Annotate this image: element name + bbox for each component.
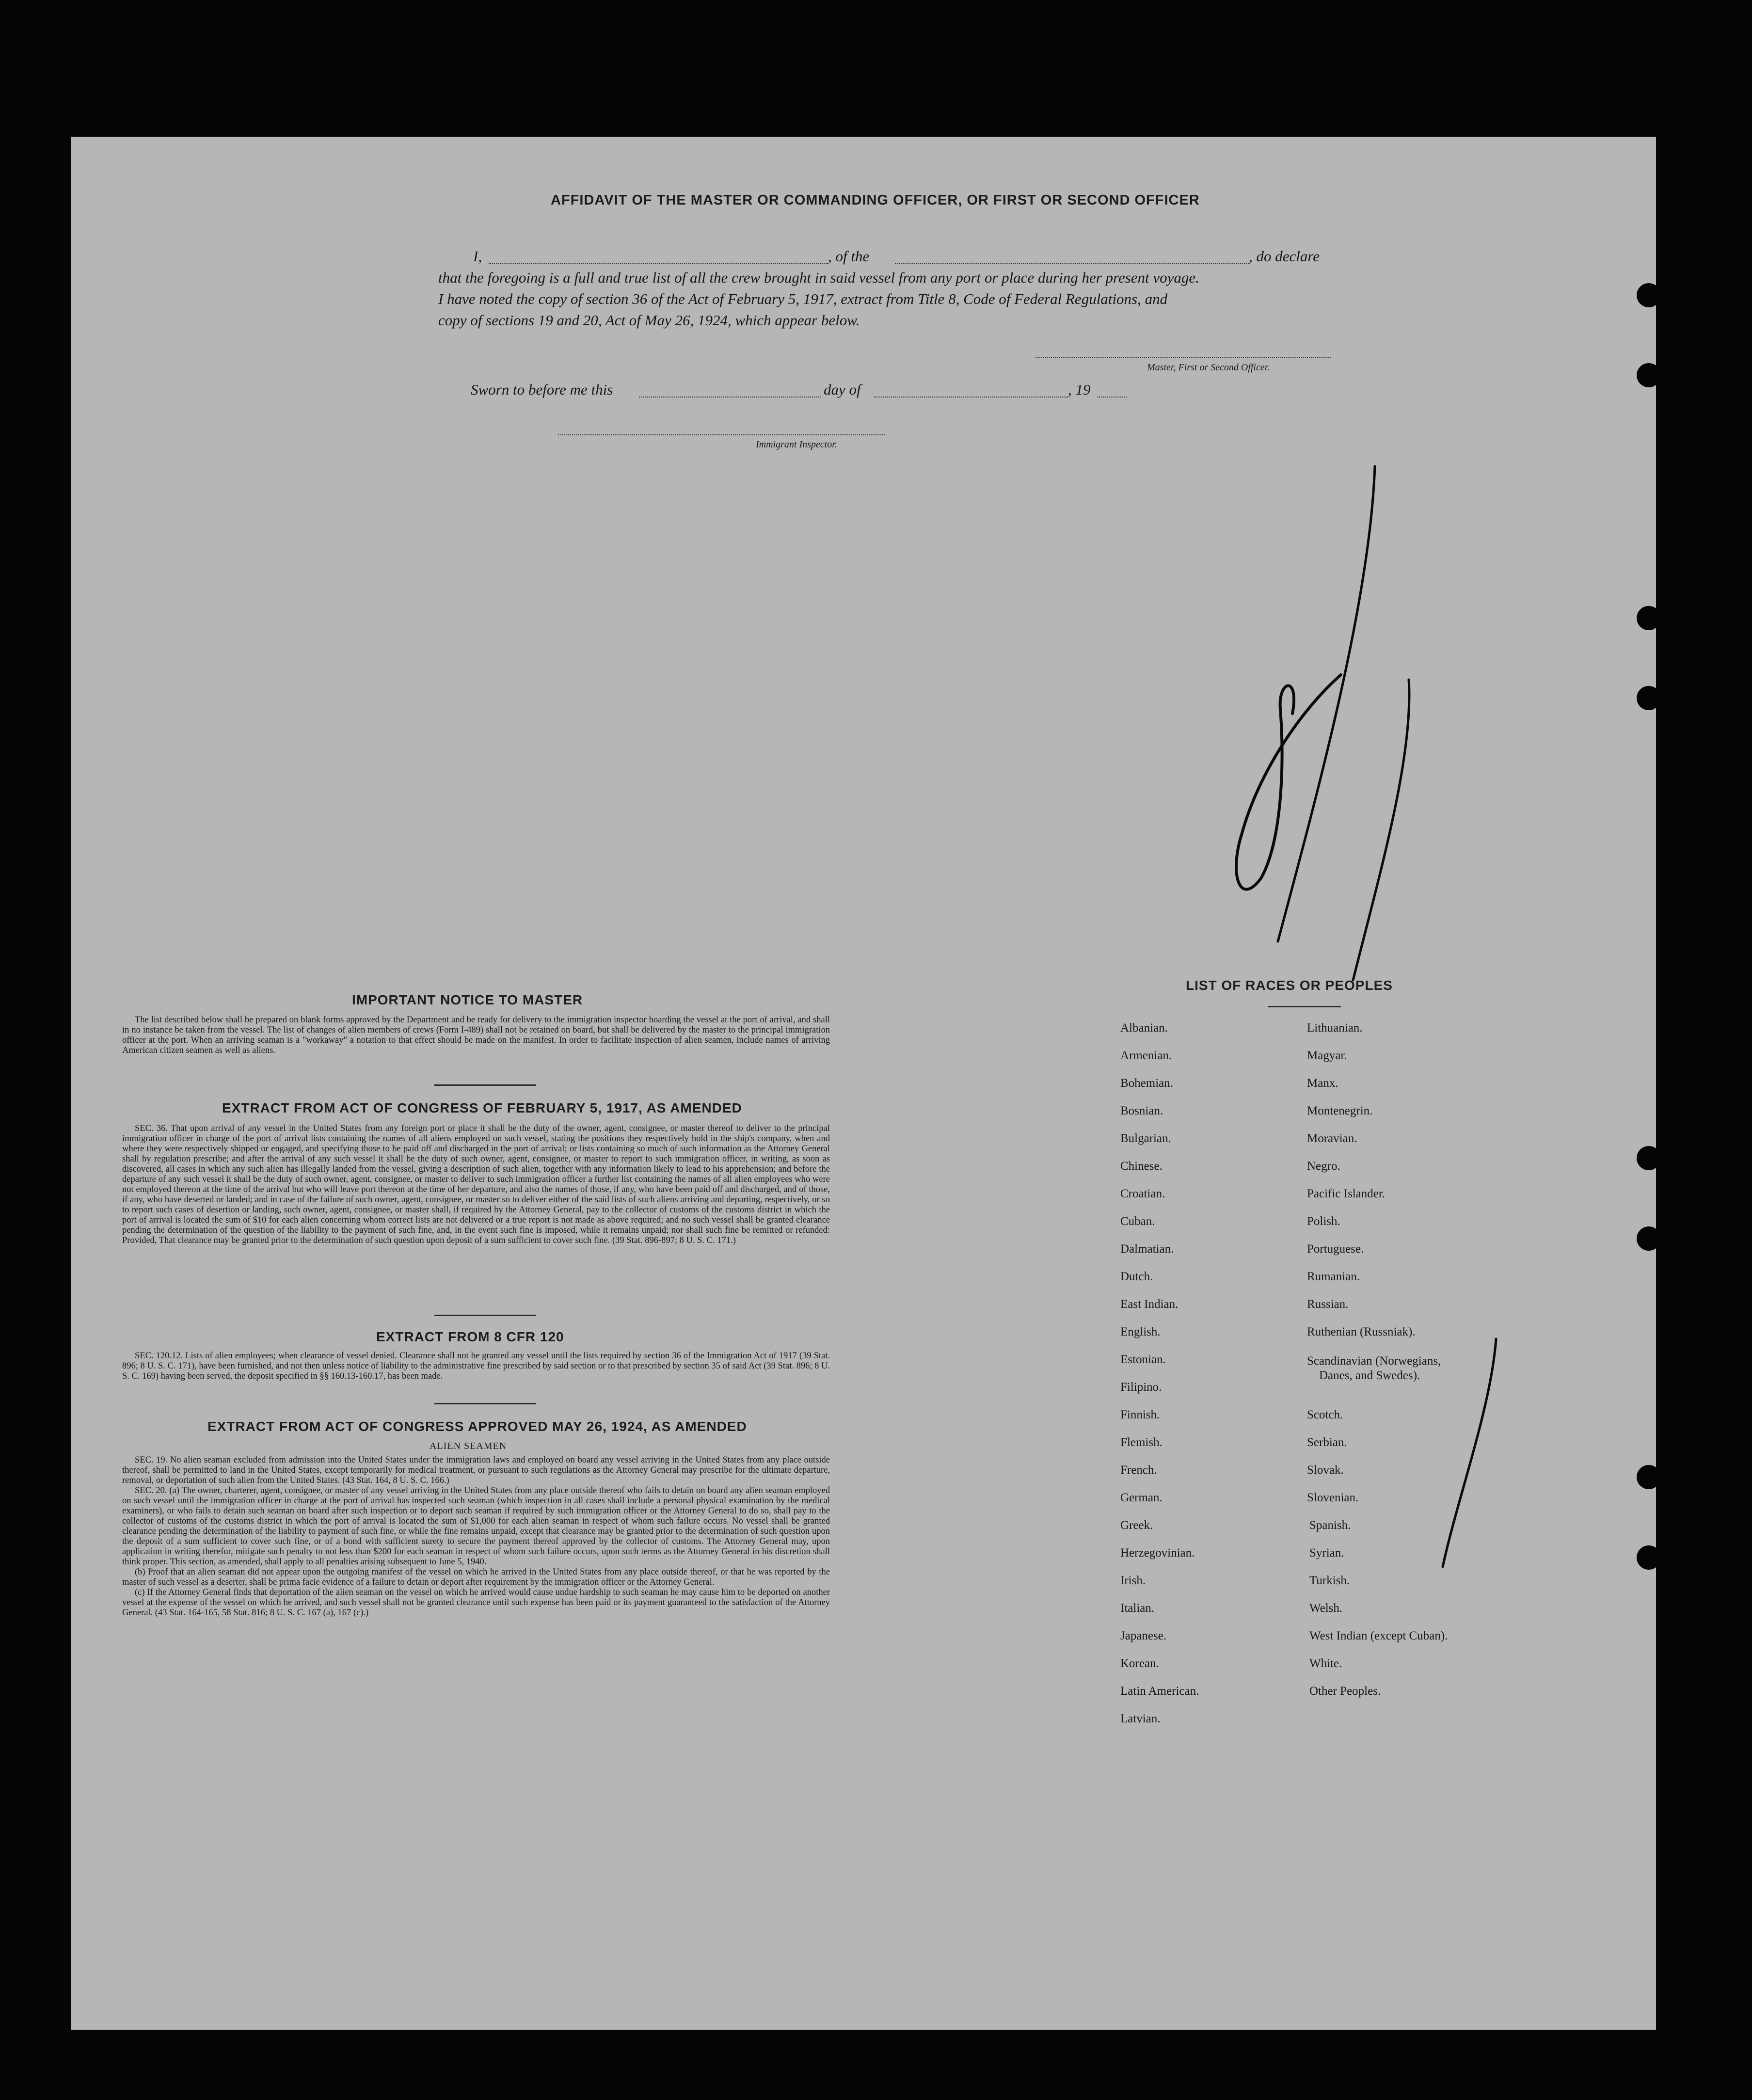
race-item: Pacific Islander.: [1307, 1187, 1386, 1200]
race-item: Filipino.: [1120, 1381, 1162, 1394]
sec20b-text: (b) Proof that an alien seaman did not appear upon the outgoing manifest of the vessel on which he arrived in the United States from any place outside thereof, or that he was reported by the master of such vessel as a deserter, shall be prima facie evidence of a failure to detain or deport after requirement by the immigration officer or the Attorney General.: [122, 1567, 830, 1587]
race-item: Bulgarian.: [1120, 1132, 1171, 1145]
race-item: Finnish.: [1120, 1408, 1160, 1421]
race-item: Albanian.: [1120, 1021, 1168, 1034]
race-item: White.: [1309, 1657, 1342, 1670]
extract-1917-title: EXTRACT FROM ACT OF CONGRESS OF FEBRUARY 5, 1917, AS AMENDED: [222, 1100, 742, 1115]
race-item: Danes, and Swedes).: [1319, 1369, 1420, 1382]
race-item: East Indian.: [1120, 1298, 1179, 1311]
race-item: French.: [1120, 1464, 1157, 1477]
race-item: Croatian.: [1120, 1187, 1165, 1200]
punch-hole: [1637, 606, 1656, 630]
race-item: Japanese.: [1120, 1629, 1167, 1642]
extract-cfr-title: EXTRACT FROM 8 CFR 120: [376, 1329, 564, 1344]
race-item: Polish.: [1307, 1215, 1340, 1228]
race-item: Welsh.: [1309, 1602, 1343, 1615]
affidavit-line3: I have noted the copy of section 36 of the Act of February 5, 1917, extract from Title 8, Code of Federal Regulations, and: [438, 290, 1168, 307]
affidavit-line2: that the foregoing is a full and true list of all the crew brought in said vessel from any port or place during her present voyage.: [438, 269, 1199, 286]
punch-hole: [1637, 283, 1656, 307]
race-item: Greek.: [1120, 1519, 1153, 1532]
divider: [434, 1084, 536, 1086]
punch-hole: [1637, 686, 1656, 710]
punch-hole: [1637, 1465, 1656, 1489]
punch-hole: [1637, 1226, 1656, 1251]
document-page: [71, 137, 1656, 2030]
affidavit-of-the: , of the: [828, 248, 870, 265]
extract-1924-title: EXTRACT FROM ACT OF CONGRESS APPROVED MAY 26, 1924, AS AMENDED: [207, 1419, 747, 1434]
handwritten-one: [1353, 680, 1409, 980]
race-item: Chinese.: [1120, 1160, 1163, 1173]
race-item: Rumanian.: [1307, 1270, 1360, 1283]
day-of-text: day of: [824, 381, 861, 398]
race-item: Negro.: [1307, 1160, 1340, 1173]
race-item: Manx.: [1307, 1077, 1338, 1090]
notice-title: IMPORTANT NOTICE TO MASTER: [352, 992, 583, 1007]
affidavit-i: I,: [473, 248, 482, 265]
race-item: Bosnian.: [1120, 1104, 1163, 1117]
year-text: , 19: [1068, 381, 1091, 398]
race-item: Herzegovinian.: [1120, 1546, 1195, 1559]
master-signature-line[interactable]: [1035, 357, 1331, 358]
race-item: Estonian.: [1120, 1353, 1166, 1366]
handwritten-eight: [1236, 675, 1341, 890]
affidavit-line1: [71, 246, 1656, 267]
affidavit-title: AFFIDAVIT OF THE MASTER OR COMMANDING OFFICER, OR FIRST OR SECOND OFFICER: [551, 192, 1200, 208]
race-item: Korean.: [1120, 1657, 1159, 1670]
race-item: Ruthenian (Russniak).: [1307, 1325, 1416, 1338]
race-item: West Indian (except Cuban).: [1309, 1629, 1448, 1642]
race-item: Russian.: [1307, 1298, 1349, 1311]
race-item: Lithuanian.: [1307, 1021, 1363, 1034]
handwritten-number: [1195, 457, 1438, 990]
races-title: LIST OF RACES OR PEOPLES: [1186, 978, 1393, 993]
race-item: Syrian.: [1309, 1546, 1344, 1559]
race-item: Turkish.: [1309, 1574, 1350, 1587]
inspector-label: Immigrant Inspector.: [756, 439, 837, 450]
race-item: Latin American.: [1120, 1685, 1199, 1698]
race-item: Montenegrin.: [1307, 1104, 1373, 1117]
race-item: Slovenian.: [1307, 1491, 1359, 1504]
race-item: Irish.: [1120, 1574, 1146, 1587]
alien-seamen-subtitle: ALIEN SEAMEN: [430, 1441, 507, 1451]
race-item: English.: [1120, 1325, 1161, 1338]
punch-hole: [1637, 1146, 1656, 1170]
race-item: Dutch.: [1120, 1270, 1153, 1283]
race-item: Cuban.: [1120, 1215, 1155, 1228]
punch-hole: [1637, 1545, 1656, 1570]
divider: [434, 1403, 536, 1404]
divider: [434, 1315, 536, 1316]
affidavit-do-declare: , do declare: [1249, 248, 1320, 265]
race-item: Scandinavian (Norwegians,: [1307, 1354, 1441, 1368]
race-item: Armenian.: [1120, 1049, 1172, 1062]
divider: [1268, 1006, 1341, 1007]
race-item: Slovak.: [1307, 1464, 1344, 1477]
sworn-month-blank[interactable]: [874, 397, 1068, 398]
name-blank[interactable]: [489, 263, 828, 264]
extract-1917-text: SEC. 36. That upon arrival of any vessel in the United States from any foreign port or place it shall be the duty of the owner, agent, consignee, or master thereof to deliver to the principal immigration officer in charge of the port of arrival lists containing the names of all aliens employed on such vessel, stating the positions they respectively hold in the ship's company, when and where they were respectively shipped or engaged, and specifying those to be paid off and discharged in the port of arrival; or lists containing so much of such information as the Attorney General shall by regulation prescribe; and after the arrival of any such vessel it shall be the duty of such owner, agent, consignee, or master to report to such immigration officer, in writing, as soon as discovered, all cases in which any such alien has illegally landed from the vessel, giving a description of such alien, together with any information likely to lead to his apprehension; and before the departure of any such vessel it shall be the duty of such owner, agent, consignee, or master to deliver to such immigration officer a further list containing the names of all alien employees who were not employed thereon at the time of the arrival but who will leave port thereon at the time of her departure, and also the names of those, if any, who have been paid off and discharged, and of those, if any, who have deserted or landed; and in case of the failure of such owner, agent, consignee, or master so to deliver either of the said lists of such aliens arriving and departing, respectively, or so to report such cases of desertion or landing, such owner, agent, consignee, or master shall, if required by the Attorney General, pay to the collector of customs of the customs district in which the port of arrival is located the sum of $10 for each alien concerning whom correct lists are not delivered or a true report is not made as above required; and no such vessel shall be granted clearance pending the determination of the question of the liability to the payment of such fine, and, in the event such fine is imposed, while it remains unpaid; nor shall such fine be remitted or refunded: Provided, That clearance may be granted prior to the determination of such question upon deposit of a sum sufficient to cover such fine. (39 Stat. 896-897; 8 U. S. C. 171.): [122, 1124, 830, 1245]
race-item: Scotch.: [1307, 1408, 1343, 1421]
race-item: Dalmatian.: [1120, 1242, 1174, 1256]
handwritten-vertical-stroke: [1438, 1334, 1535, 1576]
sec20c-text: (c) If the Attorney General finds that deportation of the alien seaman on the vessel on which he arrived would cause undue hardship to such seaman he may cause him to be deported on another vessel at the expense of the vessel on which he arrived, and such vessel shall not be granted clearance until such expense has been paid or its payment guaranteed to the satisfaction of the Attorney General. (43 Stat. 164-165, 58 Stat. 816; 8 U. S. C. 167 (a), 167 (c).): [122, 1588, 830, 1618]
master-label: Master, First or Second Officer.: [1147, 362, 1270, 373]
race-item: German.: [1120, 1491, 1163, 1504]
affidavit-line4: copy of sections 19 and 20, Act of May 26, 1924, which appear below.: [438, 312, 860, 329]
notice-text: The list described below shall be prepared on blank forms approved by the Department and be ready for delivery to the immigration inspector boarding the vessel at the port of arrival, and shall in no instance be taken from the vessel. The list of changes of alien members of crews (Form I-489) shall not be retained on board, but shall be delivered by the master to the principal immigration officer at the port. When an arriving seaman is a "workaway" a notation to that effect should be made on the manifest. In order to facilitate inspection of alien seamen, include names of arriving American citizen seamen as well as aliens.: [122, 1015, 830, 1055]
race-item: Moravian.: [1307, 1132, 1357, 1145]
race-item: Latvian.: [1120, 1712, 1161, 1725]
sworn-day-blank[interactable]: [639, 397, 821, 398]
inspector-signature-line[interactable]: [558, 434, 885, 435]
extract-cfr-text: SEC. 120.12. Lists of alien employees; when clearance of vessel denied. Clearance shall not be granted any vessel until the lists required by section 36 of the Immigration Act of 1917 (39 Stat. 896; 8 U. S. C. 171), have been furnished, and not then unless notice of liability to the administrative fine prescribed by said section or to that prescribed by section 35 of said Act (39 Stat. 896; 8 U. S. C. 169) having been served, the deposit specified in §§ 160.13-160.17, has been made.: [122, 1351, 830, 1381]
vessel-blank[interactable]: [895, 263, 1249, 264]
race-item: Flemish.: [1120, 1436, 1163, 1449]
sworn-text: Sworn to before me this: [471, 381, 613, 398]
sworn-line: [71, 379, 1656, 400]
sec20a-text: SEC. 20. (a) The owner, charterer, agent, consignee, or master of any vessel arriving in the United States from any place outside thereof who fails to detain on board any alien seaman employed on such vessel until the immigration officer in charge at the port of arrival has inspected such seaman (which inspection in all cases shall include a personal physical examination by the medical examiners), or who fails to detain such seaman on board after such inspection or to deport such seaman if required by such immigration officer or the Attorney General to do so, shall pay to the collector of customs of the customs district in which the port of arrival is located the sum of $1,000 for each alien seaman in respect of whom such failure occurs. No vessel shall be granted clearance pending the determination of the liability to payment of such fine, or while the fine remains unpaid, except that clearance may be granted prior to the determination of such question upon the deposit of a sum sufficient to cover such fine, or of a bond with sufficient surety to secure the payment thereof approved by the collector of customs. The Attorney General may, upon application in writing therefor, mitigate such penalty to not less than $200 for each seaman in respect of whom such failure occurs, upon such terms as the Attorney General in his discretion shall think proper. This section, as amended, shall apply to all penalties arising subsequent to June 5, 1940.: [122, 1486, 830, 1567]
sworn-year-blank[interactable]: [1098, 397, 1127, 398]
race-item: Other Peoples.: [1309, 1685, 1381, 1698]
race-item: Spanish.: [1309, 1519, 1351, 1532]
extract-1924-body: [122, 1455, 830, 1618]
race-item: Bohemian.: [1120, 1077, 1174, 1090]
race-item: Portuguese.: [1307, 1242, 1364, 1256]
race-item: Italian.: [1120, 1602, 1155, 1615]
sec19-text: SEC. 19. No alien seaman excluded from admission into the United States under the immigration laws and employed on board any vessel arriving in the United States from any place outside thereof, shall be permitted to land in the United States, except temporarily for medical treatment, or pursuant to such regulations as the Attorney General may prescribe for the ultimate departure, removal, or deportation of such alien from the United States. (43 Stat. 164, 8 U. S. C. 166.): [122, 1455, 830, 1485]
race-item: Serbian.: [1307, 1436, 1347, 1449]
race-item: Magyar.: [1307, 1049, 1347, 1062]
